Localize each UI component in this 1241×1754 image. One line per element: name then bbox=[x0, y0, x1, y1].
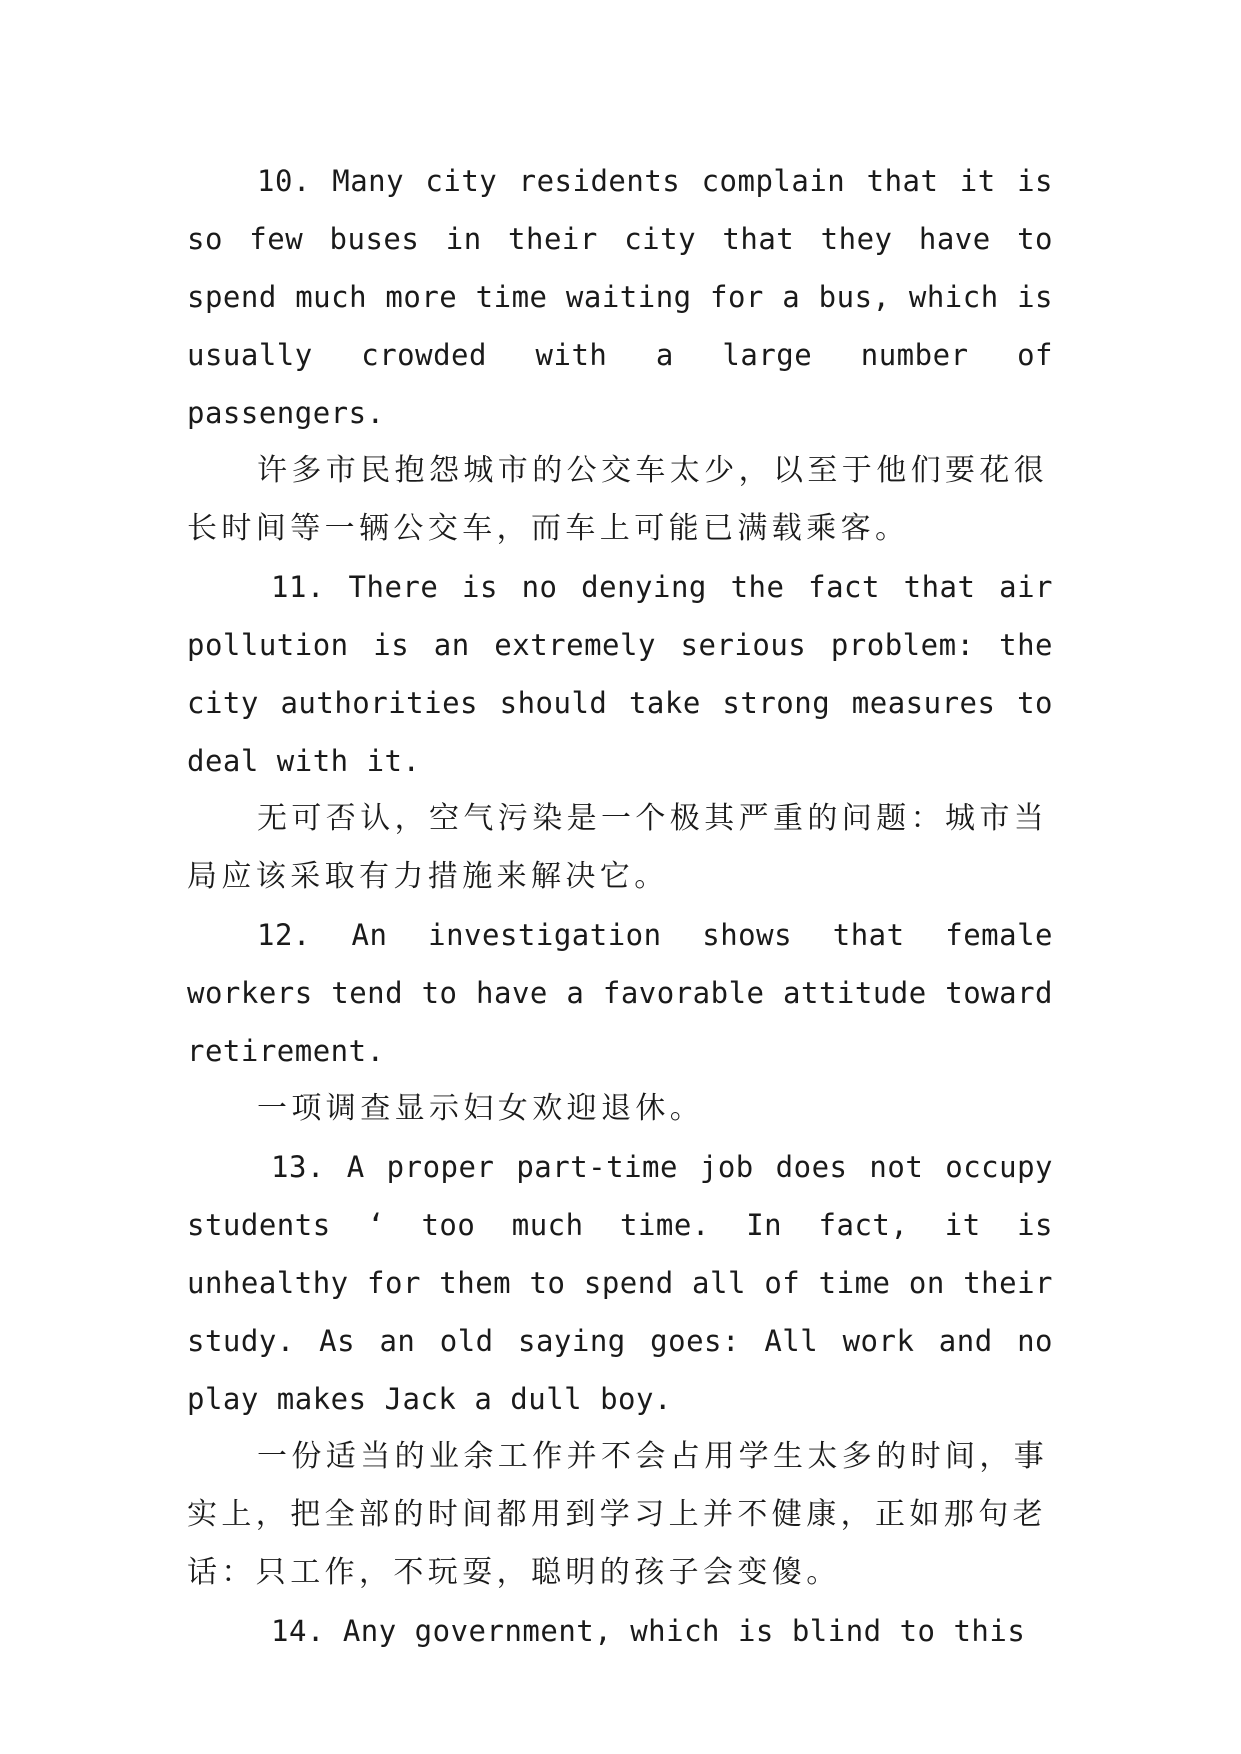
paragraph-11-zh: 无可否认，空气污染是一个极其严重的问题：城市当局应该采取有力措施来解决它。 bbox=[187, 801, 1049, 894]
paragraph-12-zh: 一项调查显示妇女欢迎退休。 bbox=[257, 1091, 705, 1126]
paragraph-12-en: 12. An investigation shows that female workers tend to have a favorable attitude toward retirement. bbox=[187, 918, 1053, 1068]
paragraph-10-en: 10. Many city residents complain that it is so few buses in their city that they have to spend much more time waiting for a bus, which is usually crowded with a large number of passengers. bbox=[187, 164, 1053, 430]
paragraph-11-en: 11. There is no denying the fact that air pollution is an extremely serious problem: the city authorities should take strong measures to deal with it. bbox=[187, 570, 1053, 778]
paragraph-14-en: 14. Any government, which is blind to this bbox=[271, 1614, 1026, 1648]
paragraph-13-zh: 一份适当的业余工作并不会占用学生太多的时间，事实上，把全部的时间都用到学习上并不健康，正如那句老话：只工作，不玩耍，聪明的孩子会变傻。 bbox=[187, 1439, 1049, 1590]
document-page bbox=[187, 152, 1053, 1660]
paragraph-13-en: 13. A proper part-time job does not occupy students ‘ too much time. In fact, it is unhealthy for them to spend all of time on their study. As an old saying goes: All work and no play makes Jack a dull boy. bbox=[187, 1150, 1053, 1416]
paragraph-10-zh: 许多市民抱怨城市的公交车太少，以至于他们要花很长时间等一辆公交车，而车上可能已满载乘客。 bbox=[187, 453, 1049, 546]
